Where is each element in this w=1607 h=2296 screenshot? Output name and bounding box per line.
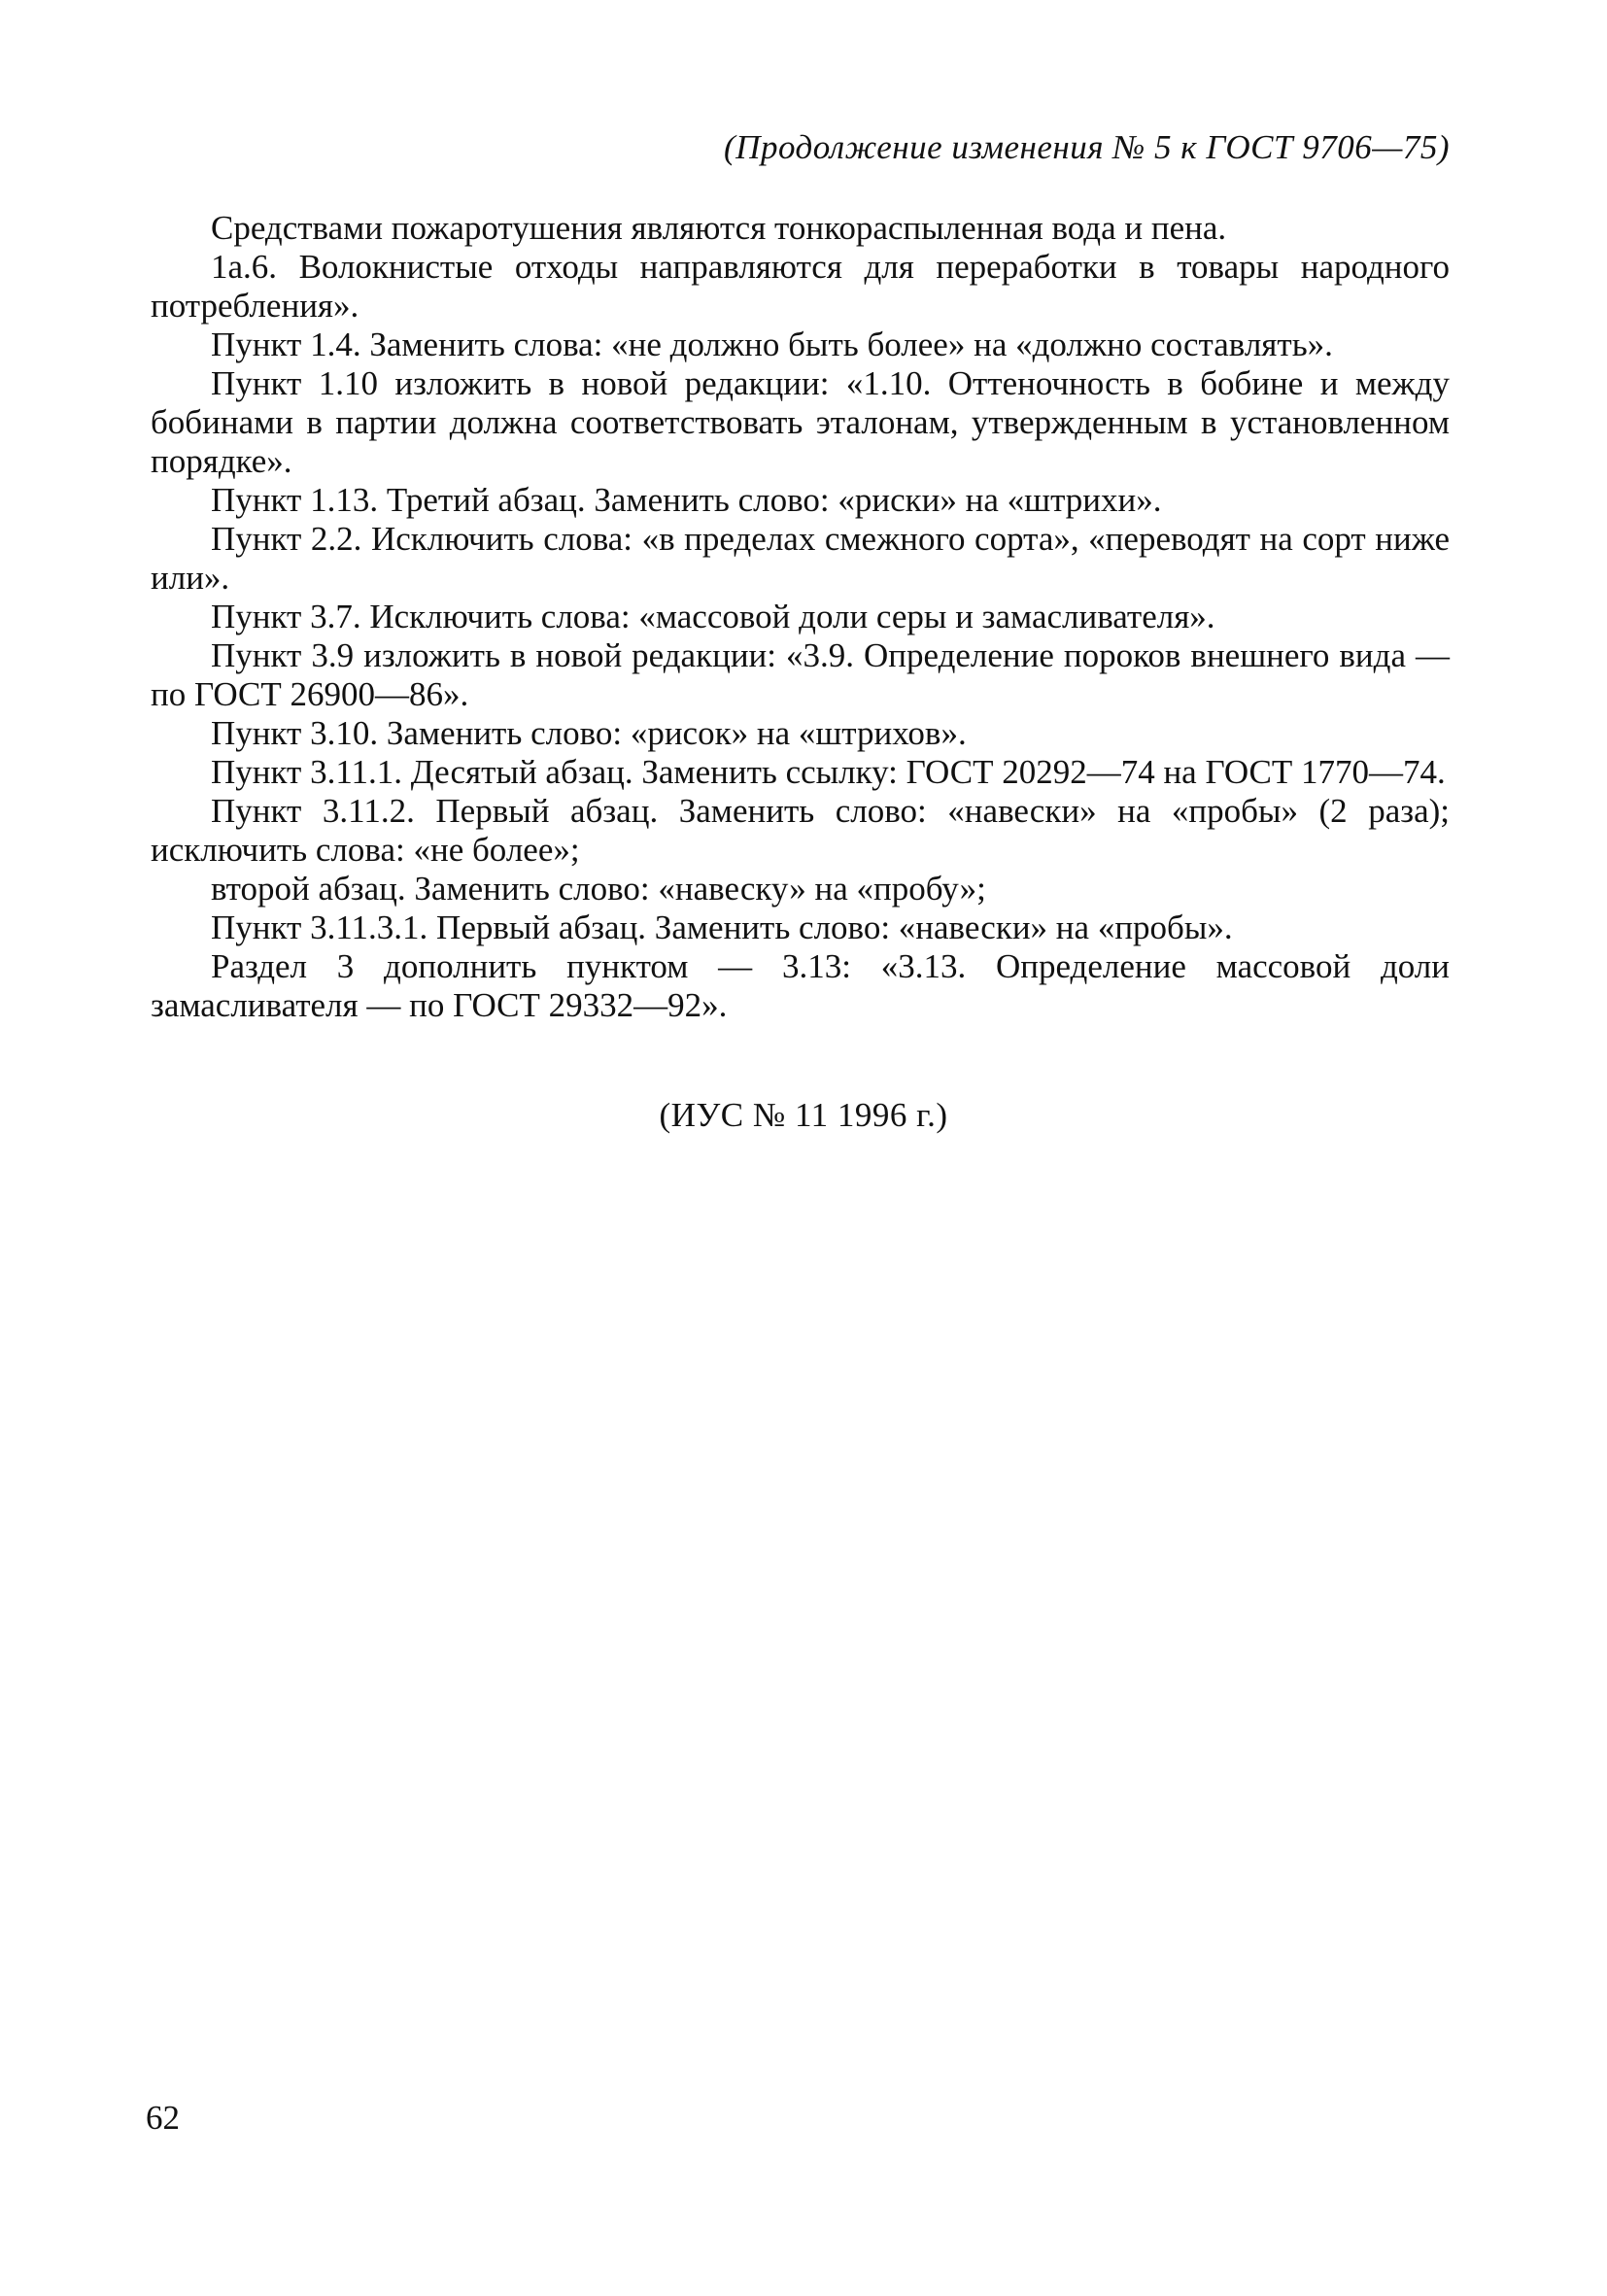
paragraph: второй абзац. Заменить слово: «навеску» на «пробу»;	[211, 870, 986, 908]
paragraph: Пункт 1.4. Заменить слова: «не должно быть более» на «должно составлять».	[211, 326, 1333, 363]
amendment-text	[151, 209, 1450, 1025]
source-note: (ИУС № 11 1996 г.)	[659, 1096, 948, 1134]
paragraph: Пункт 3.10. Заменить слово: «рисок» на «штрихов».	[211, 714, 967, 752]
page-number: 62	[146, 2099, 180, 2137]
paragraph: Раздел 3 дополнить пунктом — 3.13: «3.13. Определение массовой доли замасливателя — по ГОСТ 29332—92».	[151, 947, 1450, 1024]
paragraph: Средствами пожаротушения являются тонкораспыленная вода и пена.	[211, 209, 1227, 247]
paragraph: Пункт 3.11.3.1. Первый абзац. Заменить слово: «навески» на «пробы».	[211, 908, 1233, 946]
paragraph: Пункт 2.2. Исключить слова: «в пределах смежного сорта», «переводят на сорт ниже или».	[151, 520, 1450, 597]
paragraph: Пункт 1.13. Третий абзац. Заменить слово: «риски» на «штрихи».	[211, 481, 1162, 519]
paragraph: Пункт 3.9 изложить в новой редакции: «3.9. Определение пороков внешнего вида — по ГОСТ 26900—86».	[151, 636, 1450, 713]
paragraph: Пункт 3.7. Исключить слова: «массовой доли серы и замасливателя».	[211, 598, 1215, 635]
paragraph: Пункт 3.11.1. Десятый абзац. Заменить ссылку: ГОСТ 20292—74 на ГОСТ 1770—74.	[211, 753, 1446, 791]
continuation-header: (Продолжение изменения № 5 к ГОСТ 9706—75)	[724, 128, 1450, 166]
paragraph: Пункт 1.10 изложить в новой редакции: «1.10. Оттеночность в бобине и между бобинами в партии должна соответствовать эталонам, утвержденным в установленном порядке».	[151, 364, 1450, 480]
paragraph: Пункт 3.11.2. Первый абзац. Заменить слово: «навески» на «пробы» (2 раза); исключить слова: «не более»;	[151, 792, 1450, 869]
paragraph: 1а.6. Волокнистые отходы направляются для переработки в товары народного потребления».	[151, 248, 1450, 325]
